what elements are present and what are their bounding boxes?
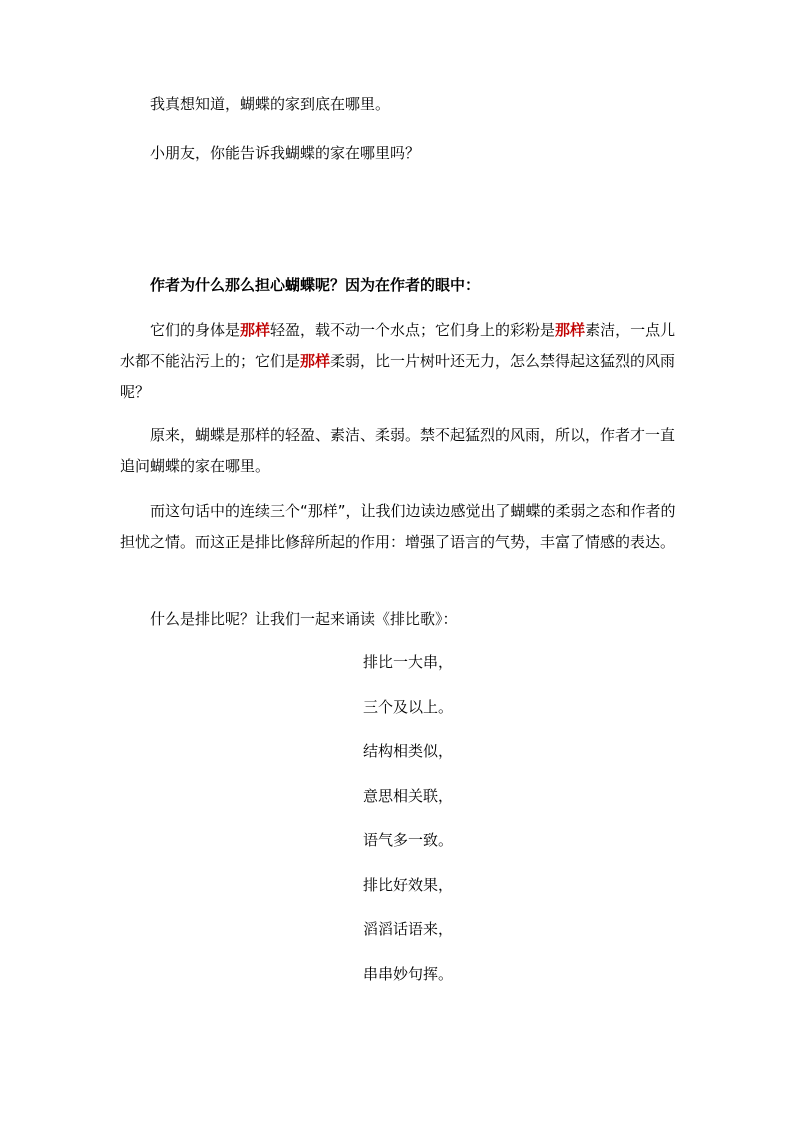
poem-line: 意思相关联， bbox=[363, 786, 454, 805]
paragraph-butterfly-description bbox=[120, 315, 680, 408]
paragraph-parallelism-effect: 而这句话中的连续三个“那样”，让我们边读边感觉出了蝴蝶的柔弱之态和作者的担忧之情。而这正是排比修辞所起的作用：增强了语言的气势，丰富了情感的表达。 bbox=[120, 502, 676, 551]
poem-line: 排比好效果， bbox=[363, 875, 454, 894]
highlight-nayang: 那样 bbox=[240, 321, 271, 339]
highlight-nayang: 那样 bbox=[555, 321, 586, 339]
poem-line: 语气多一致。 bbox=[363, 831, 454, 849]
section-heading: 作者为什么那么担心蝴蝶呢？因为在作者的眼中： bbox=[150, 276, 481, 294]
text-segment: 它们的身体是 bbox=[150, 321, 241, 339]
poem-line: 结构相类似， bbox=[363, 742, 454, 760]
text-segment: 轻盈，载不动一个水点；它们身上的彩粉是 bbox=[270, 321, 556, 339]
poem-line: 三个及以上。 bbox=[363, 697, 454, 716]
text-segment: 柔弱，比一片树叶还无力，怎么禁得起这猛烈的风雨呢？ bbox=[120, 352, 676, 401]
paragraph-explanation: 原来，蝴蝶是那样的轻盈、素洁、柔弱。禁不起猛烈的风雨，所以，作者才一直追问蝴蝶的家在哪里。 bbox=[120, 426, 676, 475]
poem-line: 排比一大串， bbox=[363, 653, 454, 671]
text-segment: 素洁，一点儿水都不能沾污上的；它们是 bbox=[120, 321, 676, 370]
paragraph-intro-poem: 什么是排比呢？让我们一起来诵读《排比歌》： bbox=[150, 610, 458, 628]
highlight-nayang: 那样 bbox=[300, 352, 331, 370]
poem-line: 滔滔话语来， bbox=[363, 920, 454, 938]
paragraph-question: 小朋友，你能告诉我蝴蝶的家在哪里吗？ bbox=[150, 144, 421, 162]
paragraph-wish: 我真想知道，蝴蝶的家到底在哪里。 bbox=[150, 95, 391, 113]
poem-line: 串串妙句挥。 bbox=[363, 964, 454, 983]
poem-paibige bbox=[363, 640, 563, 996]
